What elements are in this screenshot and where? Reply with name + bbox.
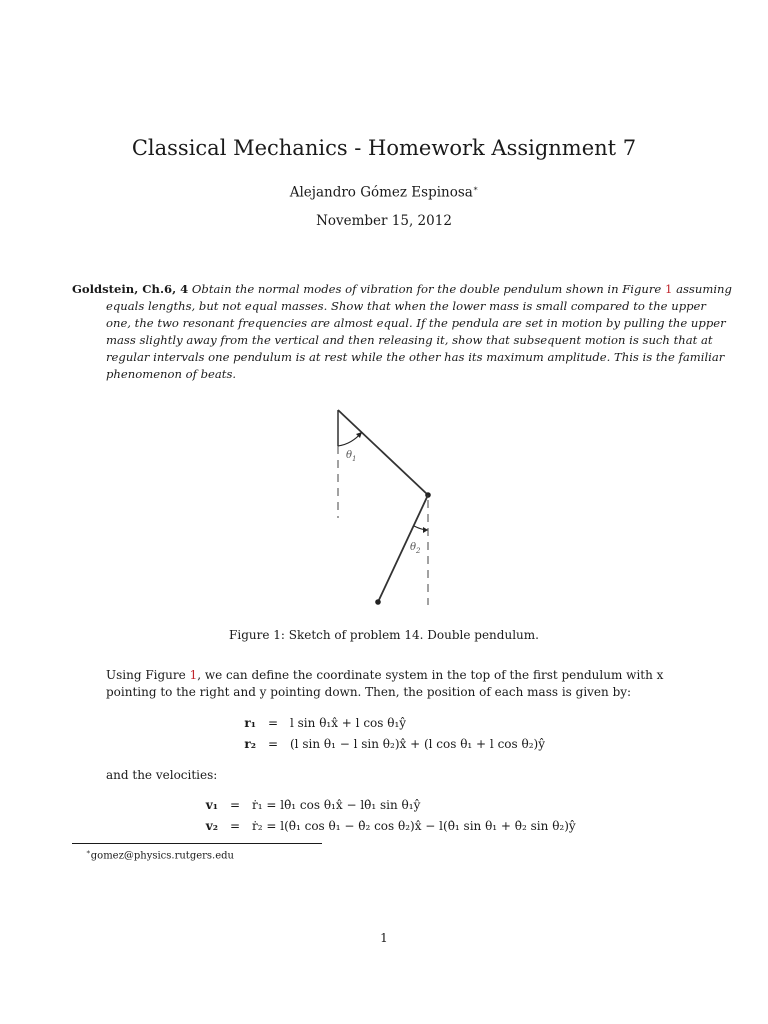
equation-lhs: r₁ [244, 716, 256, 730]
theta2-label [410, 542, 421, 555]
author-line [0, 184, 768, 201]
problem-statement [72, 281, 734, 383]
footnote [86, 848, 234, 861]
equation-equals: = [229, 819, 241, 833]
equation-rhs: ṙ₁ = lθ̇₁ cos θ₁x̂ − lθ̇₁ sin θ₁ŷ [252, 798, 421, 812]
body-paragraph [106, 667, 700, 701]
equation-lhs: v₁ [205, 798, 218, 812]
equation-rhs: (l sin θ₁ − l sin θ₂)x̂ + (l cos θ₁ + l cos θ₂)ŷ [290, 737, 545, 751]
footnote-rule [72, 843, 322, 844]
problem-heading: Goldstein, Ch.6, 4 [72, 282, 189, 296]
author-footnote-mark: ∗ [472, 184, 479, 193]
figure-caption: Figure 1: Sketch of problem 14. Double pendulum. [229, 628, 539, 642]
equation-rhs: l sin θ₁x̂ + l cos θ₁ŷ [290, 716, 407, 730]
paragraph-rest: , we can define the coordinate system in the top of the first pendulum with x pointing to the right and y pointing down. Then, the position of each mass is given by: [106, 668, 664, 699]
paper-date: November 15, 2012 [316, 213, 452, 229]
double-pendulum-figure [320, 400, 460, 614]
equation-lhs: v₂ [205, 819, 218, 833]
problem-text-rest: assuming equals lengths, but not equal masses. Show that when the lower mass is small compared to the upper one, the two resonant frequencies are almost equal. If the pendula are set in motion by pulling the upper mass slightly away from the vertical and then releasing it, show that subsequent motion is such that at regular intervals one pendulum is at rest while the other has its maximum amplitude. This is the familiar phenomenon of beats. [106, 282, 732, 381]
theta2-arrowhead [423, 527, 428, 533]
equation-equals: = [267, 716, 279, 730]
equation-equals: = [229, 798, 241, 812]
equation-v2 [180, 819, 576, 833]
paragraph-start: Using Figure [106, 668, 186, 682]
equation-lhs: r₂ [244, 737, 256, 751]
theta2-symbol: θ [410, 542, 417, 553]
theta1-subscript: 1 [352, 455, 357, 463]
velocities-intro: and the velocities: [106, 768, 218, 782]
problem-text-start: Obtain the normal modes of vibration for the double pendulum shown in Figure [191, 282, 662, 296]
equation-r1 [218, 716, 406, 730]
lower-rod [378, 495, 428, 602]
theta1-label [346, 450, 357, 463]
lower-mass [375, 599, 381, 605]
equation-equals: = [267, 737, 279, 751]
figure-ref-link[interactable]: 1 [664, 282, 673, 296]
theta1-symbol: θ [346, 450, 353, 461]
figure-ref-link-2[interactable]: 1 [189, 668, 198, 682]
paper-title: Classical Mechanics - Homework Assignment 7 [131, 136, 637, 160]
equation-v1 [180, 798, 420, 812]
footnote-email[interactable]: gomez@physics.rutgers.edu [90, 850, 234, 862]
author-name: Alejandro Gómez Espinosa [289, 184, 473, 201]
page-number: 1 [380, 931, 388, 945]
theta2-subscript: 2 [416, 547, 421, 555]
equation-r2 [218, 737, 545, 751]
equation-rhs: ṙ₂ = l(θ̇₁ cos θ₁ − θ̇₂ cos θ₂)x̂ − l(θ̇₁ sin θ₁ + θ̇₂ sin θ₂)ŷ [252, 819, 576, 833]
footnote-mark: ∗ [86, 848, 91, 856]
